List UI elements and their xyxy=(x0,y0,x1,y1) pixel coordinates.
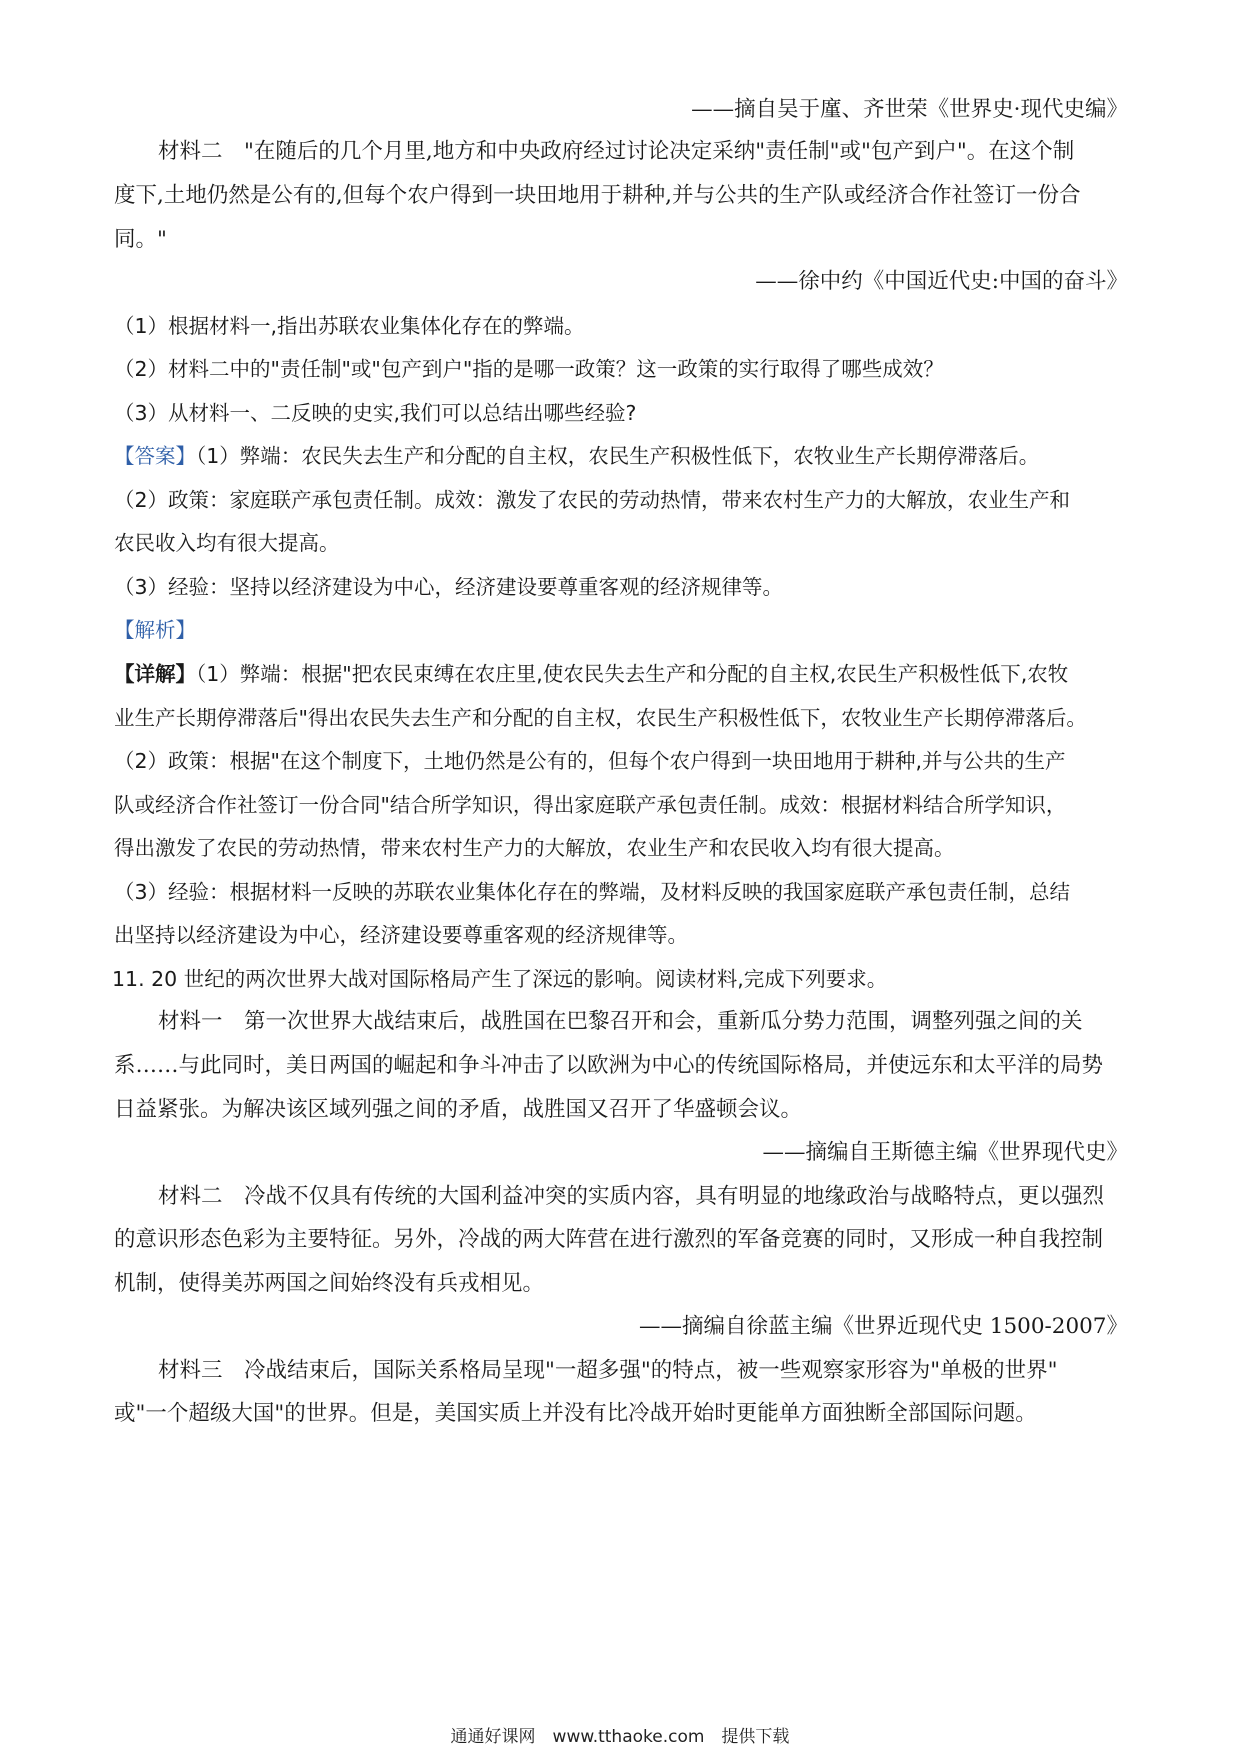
q11-material2-line: 机制，使得美苏两国之间始终没有兵戎相见。 xyxy=(114,1271,545,1296)
detail-text: （1）弊端：根据"把农民束缚在农庄里,使农民失去生产和分配的自主权,农民生产积极性低下,农牧 xyxy=(196,662,1069,686)
q11-material1-line: 系……与此同时，美日两国的崛起和争斗冲击了以欧洲为中心的传统国际格局，并使远东和太平洋的局势 xyxy=(114,1053,1104,1078)
q10-question-1: （1）根据材料一,指出苏联农业集体化存在的弊端。 xyxy=(114,314,585,338)
detail-line: 队或经济合作社签订一份合同"结合所学知识，得出家庭联产承包责任制。成效：根据材料结合所学知识， xyxy=(114,793,1067,817)
q10-material2-line: 度下,土地仍然是公有的,但每个农户得到一块田地用于耕种,并与公共的生产队或经济合作社签订一份合 xyxy=(114,183,1081,208)
detail-line: 业生产长期停滞落后"得出农民失去生产和分配的自主权，农民生产积极性低下，农牧业生产长期停滞落后。 xyxy=(114,706,1087,730)
q11-material3-line: 材料三 冷战结束后，国际关系格局呈现"一超多强"的特点，被一些观察家形容为"单极的世界" xyxy=(158,1358,1058,1383)
answer-line: （2）政策：家庭联产承包责任制。成效：激发了农民的劳动热情，带来农村生产力的大解放，农业生产和 xyxy=(114,488,1071,512)
q11-material2-line: 材料二 冷战不仅具有传统的大国利益冲突的实质内容，具有明显的地缘政治与战略特点，更以强烈 xyxy=(158,1184,1105,1209)
q10-material2-line: 材料二 "在随后的几个月里,地方和中央政府经过讨论决定采纳"责任制"或"包产到户"。在这个制 xyxy=(158,139,1075,164)
q10-material2-line: 同。" xyxy=(114,227,167,252)
answer-line-1 xyxy=(114,441,1130,471)
detail-line: （2）政策：根据"在这个制度下，土地仍然是公有的，但每个农户得到一块田地用于耕种,并与公共的生产 xyxy=(114,749,1066,773)
q11-material1-line: 材料一 第一次世界大战结束后，战胜国在巴黎召开和会，重新瓜分势力范围，调整列强之间的关 xyxy=(158,1009,1083,1034)
q11-material2-line: 的意识形态色彩为主要特征。另外，冷战的两大阵营在进行激烈的军备竞赛的同时，又形成一种自我控制 xyxy=(114,1227,1104,1252)
q10-question-2: （2）材料二中的"责任制"或"包产到户"指的是哪一政策？这一政策的实行取得了哪些成效？ xyxy=(114,357,944,381)
detail-tag: 【详解】 xyxy=(114,662,196,686)
answer-line: 农民收入均有很大提高。 xyxy=(114,531,340,555)
analysis-tag: 【解析】 xyxy=(114,618,196,642)
detail-line-1 xyxy=(114,659,1130,689)
q11-stem: 11. 20 世纪的两次世界大战对国际格局产生了深远的影响。阅读材料,完成下列要求。 xyxy=(112,967,888,991)
detail-line: 出坚持以经济建设为中心，经济建设要尊重客观的经济规律等。 xyxy=(114,923,688,947)
answer-line: （3）经验：坚持以经济建设为中心，经济建设要尊重客观的经济规律等。 xyxy=(114,575,784,599)
q11-material3-line: 或"一个超级大国"的世界。但是，美国实质上并没有比冷战开始时更能单方面独断全部国际问题。 xyxy=(114,1401,1037,1426)
q11-material1-source: ——摘编自王斯德主编《世界现代史》 xyxy=(762,1140,1128,1165)
footer-source: 通通好课网 www.tthaoke.com 提供下载 xyxy=(450,1727,790,1747)
answer-text: （1）弊端：农民失去生产和分配的自主权，农民生产积极性低下，农牧业生产长期停滞落后。 xyxy=(196,444,1040,468)
material1-source: ——摘自吴于廑、齐世荣《世界史·现代史编》 xyxy=(691,97,1128,122)
answer-tag: 【答案】 xyxy=(114,444,196,468)
q11-material2-source: ——摘编自徐蓝主编《世界近现代史 1500-2007》 xyxy=(638,1314,1128,1339)
q11-material1-line: 日益紧张。为解决该区域列强之间的矛盾，战胜国又召开了华盛顿会议。 xyxy=(114,1097,803,1122)
q10-question-3: （3）从材料一、二反映的史实,我们可以总结出哪些经验? xyxy=(114,401,637,425)
q10-material2-source: ——徐中约《中国近代史:中国的奋斗》 xyxy=(755,269,1128,294)
detail-line: 得出激发了农民的劳动热情，带来农村生产力的大解放，农业生产和农民收入均有很大提高。 xyxy=(114,836,955,860)
detail-line: （3）经验：根据材料一反映的苏联农业集体化存在的弊端，及材料反映的我国家庭联产承包责任制，总结 xyxy=(114,880,1071,904)
